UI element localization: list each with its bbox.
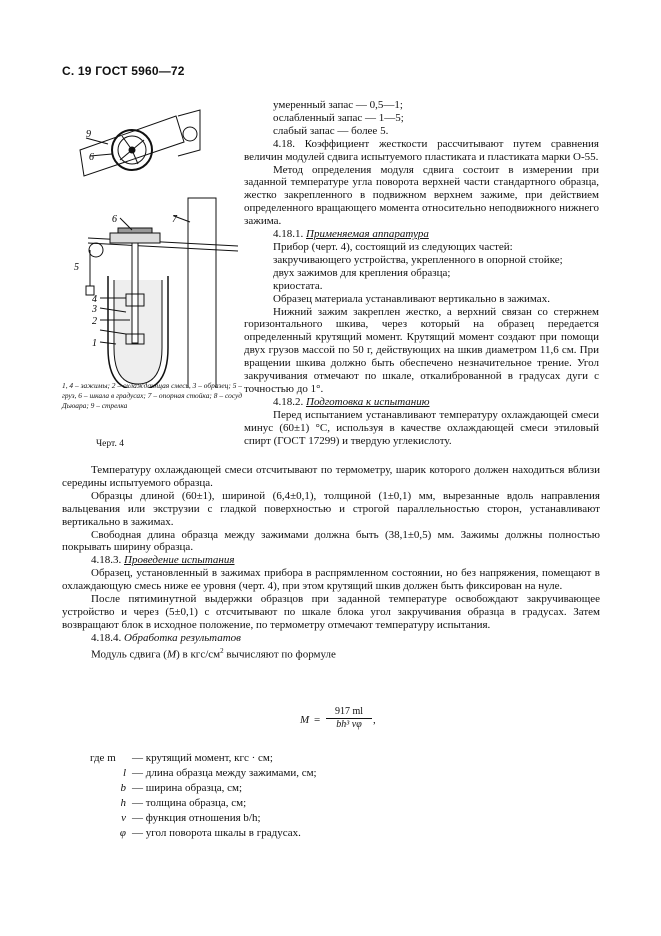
label-7: 7 bbox=[172, 214, 177, 225]
section-4-18-1 bbox=[244, 228, 599, 241]
figure-caption: Черт. 4 bbox=[96, 439, 124, 449]
figure-legend: 1, 4 – зажимы; 2 – охлаждающая смесь, 3 – образец; 5 – груз, 6 – шкала в градусах; 7 – опорная стойка; 8 – сосуд Дьюара; 9 – стрелка bbox=[62, 381, 242, 410]
pulley-wheel bbox=[89, 243, 103, 257]
section-title: Применяемая аппаратура bbox=[306, 228, 429, 241]
para-mounting: Образец материала устанавливают вертикально в зажимах. bbox=[273, 292, 550, 305]
item-twisting: закручивающего устройства, укрепленного в опорной стойке; bbox=[273, 253, 563, 266]
pulley bbox=[110, 233, 160, 243]
section-number: 4.18.1. bbox=[273, 228, 304, 241]
formula-equals: = bbox=[314, 714, 321, 726]
para-method: Метод определения модуля сдвига состоит в измерении при заданной температуре угла поворота верхней части стандартного образца, жестко закрепленного в подвижном верхнем зажиме, при действием определенного вращающего момента относительно неподвижного нижнего зажима. bbox=[244, 163, 599, 228]
section-number: 4.18.3. bbox=[91, 554, 122, 567]
label-4: 4 bbox=[92, 294, 97, 305]
reserve-weak: слабый запас — более 5. bbox=[273, 124, 389, 137]
para-release: После пятиминутной выдержки образцов при заданной температуре освобождают закручивающее устройство и через (5±0,1) с отсчитывают по шкале блока угол закручивания образца в градусах. Затем возвращают блок в исходное положение, по термометру отмечают температуру испытания. bbox=[62, 593, 600, 631]
reserve-weakened: ослабленный запас — 1—5; bbox=[273, 111, 404, 124]
para-temperature: Перед испытанием устанавливают температуру охлаждающей смеси минус (60±1) °С, используя в качестве охлаждающей смеси этиловый спирт (ГОСТ 17299) и твердую углекислоту. bbox=[244, 408, 599, 447]
shear-modulus-formula bbox=[300, 706, 410, 738]
label-3: 3 bbox=[92, 304, 97, 315]
page-header: С. 19 ГОСТ 5960—72 bbox=[62, 64, 185, 78]
section-title: Подготовка к испытанию bbox=[306, 395, 430, 408]
para-shear-modulus: Модуль сдвига (M) в кгс/$см^2$ вычисляют по формуле bbox=[91, 646, 336, 661]
top-view-frame bbox=[80, 116, 184, 176]
formula-fraction bbox=[326, 706, 372, 731]
side-view bbox=[86, 198, 238, 388]
section-number: 4.18.2. bbox=[273, 395, 304, 408]
apparatus-drawing bbox=[60, 98, 240, 388]
section-4-18-2 bbox=[244, 396, 599, 409]
item-cryostat: криостата. bbox=[273, 279, 323, 292]
section-4-18-4 bbox=[62, 632, 600, 645]
formula-denominator: bh³ νφ bbox=[336, 719, 362, 730]
label-9: 9 bbox=[86, 129, 91, 140]
para-device: Прибор (черт. 4), состоящий из следующих частей: bbox=[273, 240, 513, 253]
para-4-18: 4.18. Коэффициент жесткости рассчитывают путем сравнения величин модулей сдвига испытуемого пластиката и пластиката марки О-55. bbox=[244, 137, 599, 163]
section-number: 4.18.4. bbox=[91, 631, 122, 644]
pointer-arrow bbox=[122, 136, 132, 150]
item-clamps: двух зажимов для крепления образца; bbox=[273, 266, 451, 279]
label-6b: 6 bbox=[112, 214, 117, 225]
para-placement: Образец, установленный в зажимах прибора в распрямленном состоянии, но без напряжения, помещают в охлаждающую смесь ниже ее уровня (черт. 4), при этом крутящий шкив должен быть фиксирован на нуле. bbox=[62, 567, 600, 593]
reserve-moderate: умеренный запас — 0,5—1; bbox=[273, 99, 403, 111]
para-thermometer: Температуру охлаждающей смеси отсчитывают по термометру, шарик которого должен находиться вблизи середины испытуемого образца. bbox=[62, 464, 600, 489]
formula-comma: , bbox=[373, 714, 376, 726]
section-4-18-3 bbox=[62, 554, 600, 567]
section-title: Обработка результатов bbox=[124, 631, 241, 644]
support-stand bbox=[188, 198, 216, 388]
top-view bbox=[80, 110, 200, 176]
label-2: 2 bbox=[92, 316, 97, 327]
specimen bbox=[132, 243, 138, 343]
para-lower-clamp: Нижний зажим закреплен жестко, а верхний связан со стержнем горизонтального шкива, через который на образец передается определенный крутящий момент. Крутящий момент создают при помощи двух грузов массой по 50 г, действующих на шкив диаметром 11,6 см. При вращении шкива должно быть обеспечено незначительное трение. Угол закручивания отмечают по шкале, откалиброванной в градусах дуги с точностью до 1°. bbox=[244, 305, 599, 395]
label-1: 1 bbox=[92, 338, 97, 349]
formula-lhs: M bbox=[300, 714, 310, 726]
formula-numerator: 917 ml bbox=[326, 706, 372, 719]
para-specimens: Образцы длиной (60±1), шириной (6,4±0,1), толщиной (1±0,1) мм, вырезанные вдоль направления вальцевания или экструзии с гладкой поверхностью и строгой параллельностью сторон, устанавливают вертикально в зажимах. bbox=[62, 489, 600, 528]
right-column bbox=[244, 99, 599, 447]
section-title: Проведение испытания bbox=[124, 554, 235, 567]
full-width-text bbox=[62, 464, 600, 661]
label-6a: 6 bbox=[89, 152, 94, 163]
label-5: 5 bbox=[74, 262, 79, 273]
para-free-length: Свободная длина образца между зажимами должна быть (38,1±0,5) мм. Зажимы должны полностью покрывать ширину образца. bbox=[62, 528, 600, 554]
